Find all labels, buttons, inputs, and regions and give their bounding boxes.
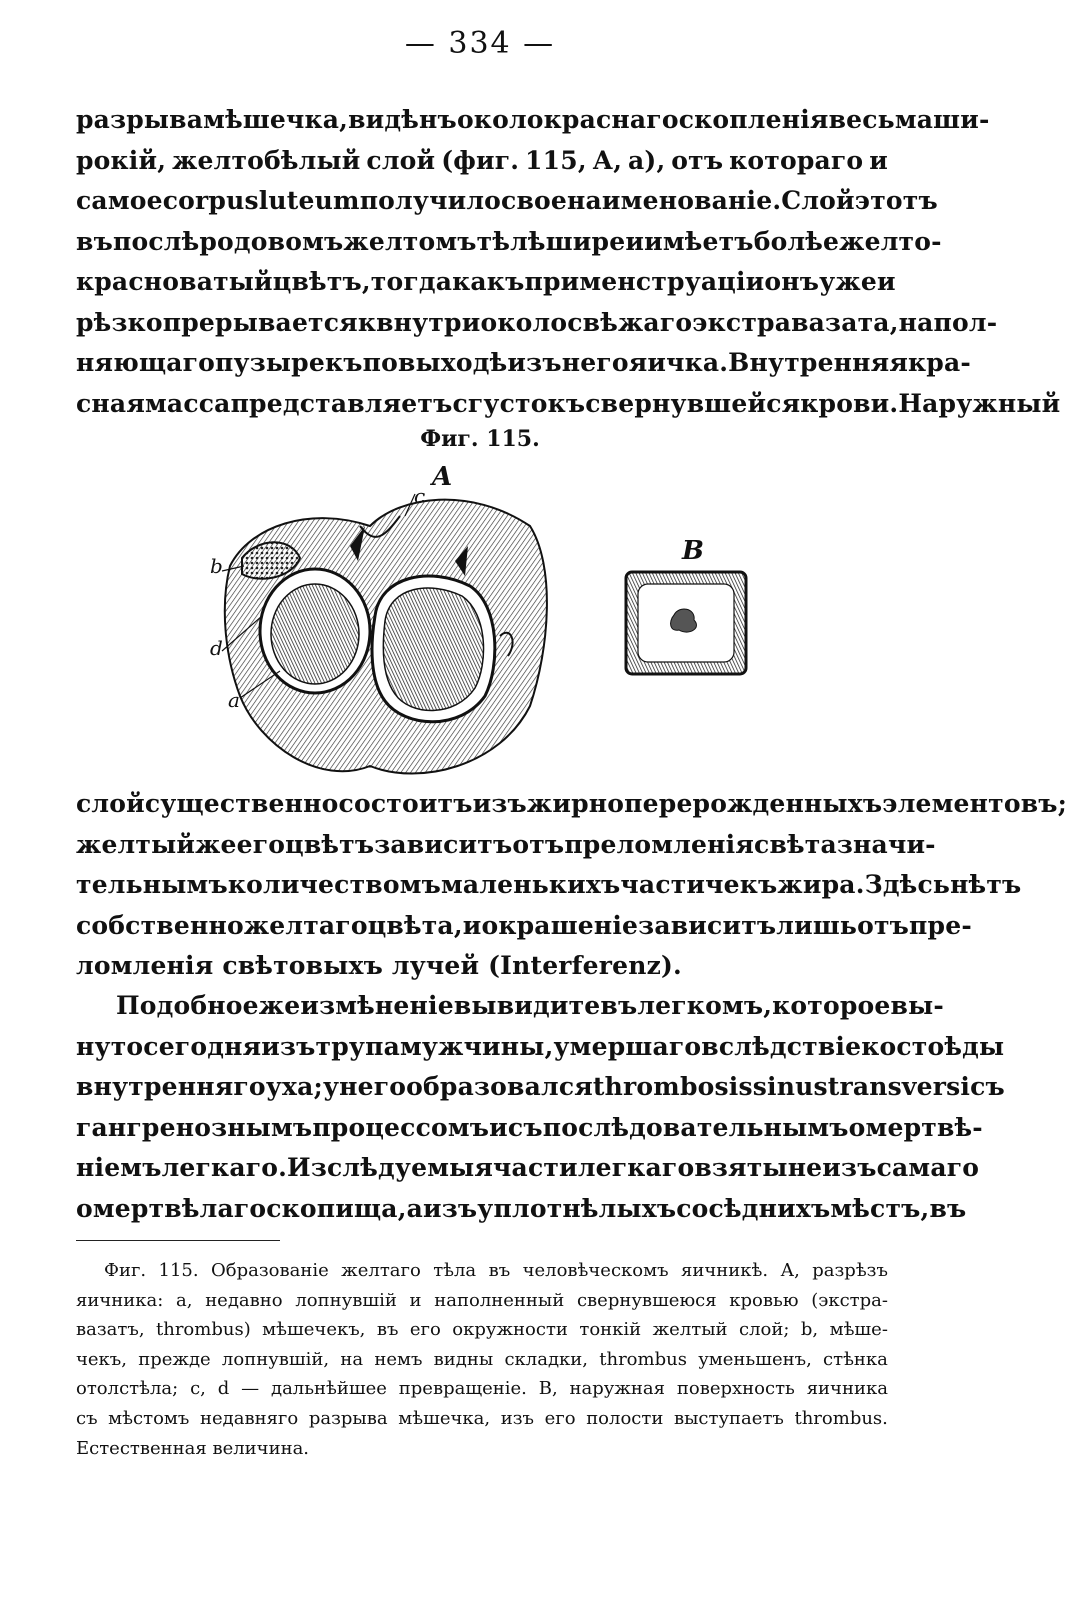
text-line: тельнымъ количествомъ маленькихъ частичекъ жира. Здѣсь нѣтъ	[76, 870, 1022, 899]
footnote	[76, 1256, 888, 1463]
figure-label-c: c	[414, 484, 426, 508]
text-line: слой существенно состоитъ изъ жирноперерожденныхъ элементовъ;	[76, 789, 1067, 818]
text-line: внутренняго уха; у него образовался thrombosis sinus transversi съ	[76, 1072, 1005, 1101]
ovary-section-illustration	[200, 466, 560, 786]
footnote-line: чекъ, прежде лопнувшій, на немъ видны складки, thrombus уменьшенъ, стѣнка	[76, 1348, 888, 1370]
text-line: ломленія свѣтовыхъ лучей (Interferenz).	[76, 951, 682, 980]
figure-label-a: a	[228, 688, 240, 712]
footnote-line: отолстѣла; c, d — дальнѣйшее превращеніе. B, наружная поверхность яичника	[76, 1378, 888, 1400]
footnote-line: Естественная величина.	[76, 1437, 310, 1459]
paragraph-1	[76, 100, 1061, 424]
figure-caption: Фиг. 115.	[420, 426, 540, 452]
text-line: рѣзко прерывается квнутри около свѣжаго экстравазата, напол-	[76, 307, 998, 337]
text-line: разрыва мѣшечка, видѣнъ около краснаго скопленія весьма ши-	[76, 105, 990, 134]
text-line: няющаго пузырекъ по выходѣ изъ него яичка. Внутренняя кра-	[76, 348, 971, 377]
text-line: въ послѣродовомъ желтомъ тѣлѣ шире и имѣетъ болѣе желто-	[76, 226, 942, 256]
text-line: самое corpus luteum получило свое наименованіе. Слой этотъ	[76, 186, 938, 215]
text-line: ніемъ легкаго. Изслѣдуемыя части легкаго взяты не изъ самаго	[76, 1153, 980, 1182]
footnote-line: вазатъ, thrombus) мѣшечекъ, въ его окружности тонкій желтый слой; b, мѣше-	[76, 1319, 888, 1341]
text-line: красноватый цвѣтъ, тогда какъ при менструаціи онъ уже и	[76, 267, 896, 296]
paragraph-2	[76, 784, 1067, 987]
paragraph-3	[76, 986, 1005, 1229]
page-number: — 334 —	[404, 26, 556, 61]
ovary-surface-illustration	[624, 570, 748, 676]
footnote-line: съ мѣстомъ недавняго разрыва мѣшечка, изъ его полости выступаетъ thrombus.	[76, 1407, 888, 1429]
text-line: омертвѣлаго скопища, а изъ уплотнѣлыхъ сосѣднихъ мѣстъ, въ	[76, 1193, 967, 1223]
text-line: Подобное же измѣненіе вы видите въ легкомъ, которое вы-	[116, 991, 944, 1020]
text-line: гангренознымъ процессомъ и съ послѣдовательнымъ омертвѣ-	[76, 1112, 983, 1142]
footnote-line: Фиг. 115. Образованіе желтаго тѣла въ человѣческомъ яичникѣ. А, разрѣзъ	[104, 1260, 888, 1281]
footnote-line: яичника: a, недавно лопнувшій и наполненный свернувшеюся кровью (экстра-	[76, 1289, 888, 1311]
figure-label-b: b	[210, 554, 223, 578]
text-line: желтый же его цвѣтъ зависитъ отъ преломленія свѣта значи-	[76, 829, 936, 859]
figure-label-B: B	[682, 536, 704, 566]
figure-115	[200, 462, 760, 786]
figure-label-A: A	[432, 462, 453, 492]
text-line: нуто сегодня изъ трупа мужчины, умершаго вслѣдствіе костоѣды	[76, 1031, 1005, 1061]
figure-label-d: d	[210, 636, 223, 660]
text-line: собственно желтаго цвѣта, и окрашеніе зависитъ лишь отъ пре-	[76, 910, 972, 940]
text-line: рокій, желтобѣлый слой (фиг. 115, А, а), отъ котораго и	[76, 145, 888, 175]
footnote-divider	[76, 1240, 280, 1241]
text-line: сная масса представляетъ сгустокъ свернувшейся крови. Наружный	[76, 388, 1061, 418]
